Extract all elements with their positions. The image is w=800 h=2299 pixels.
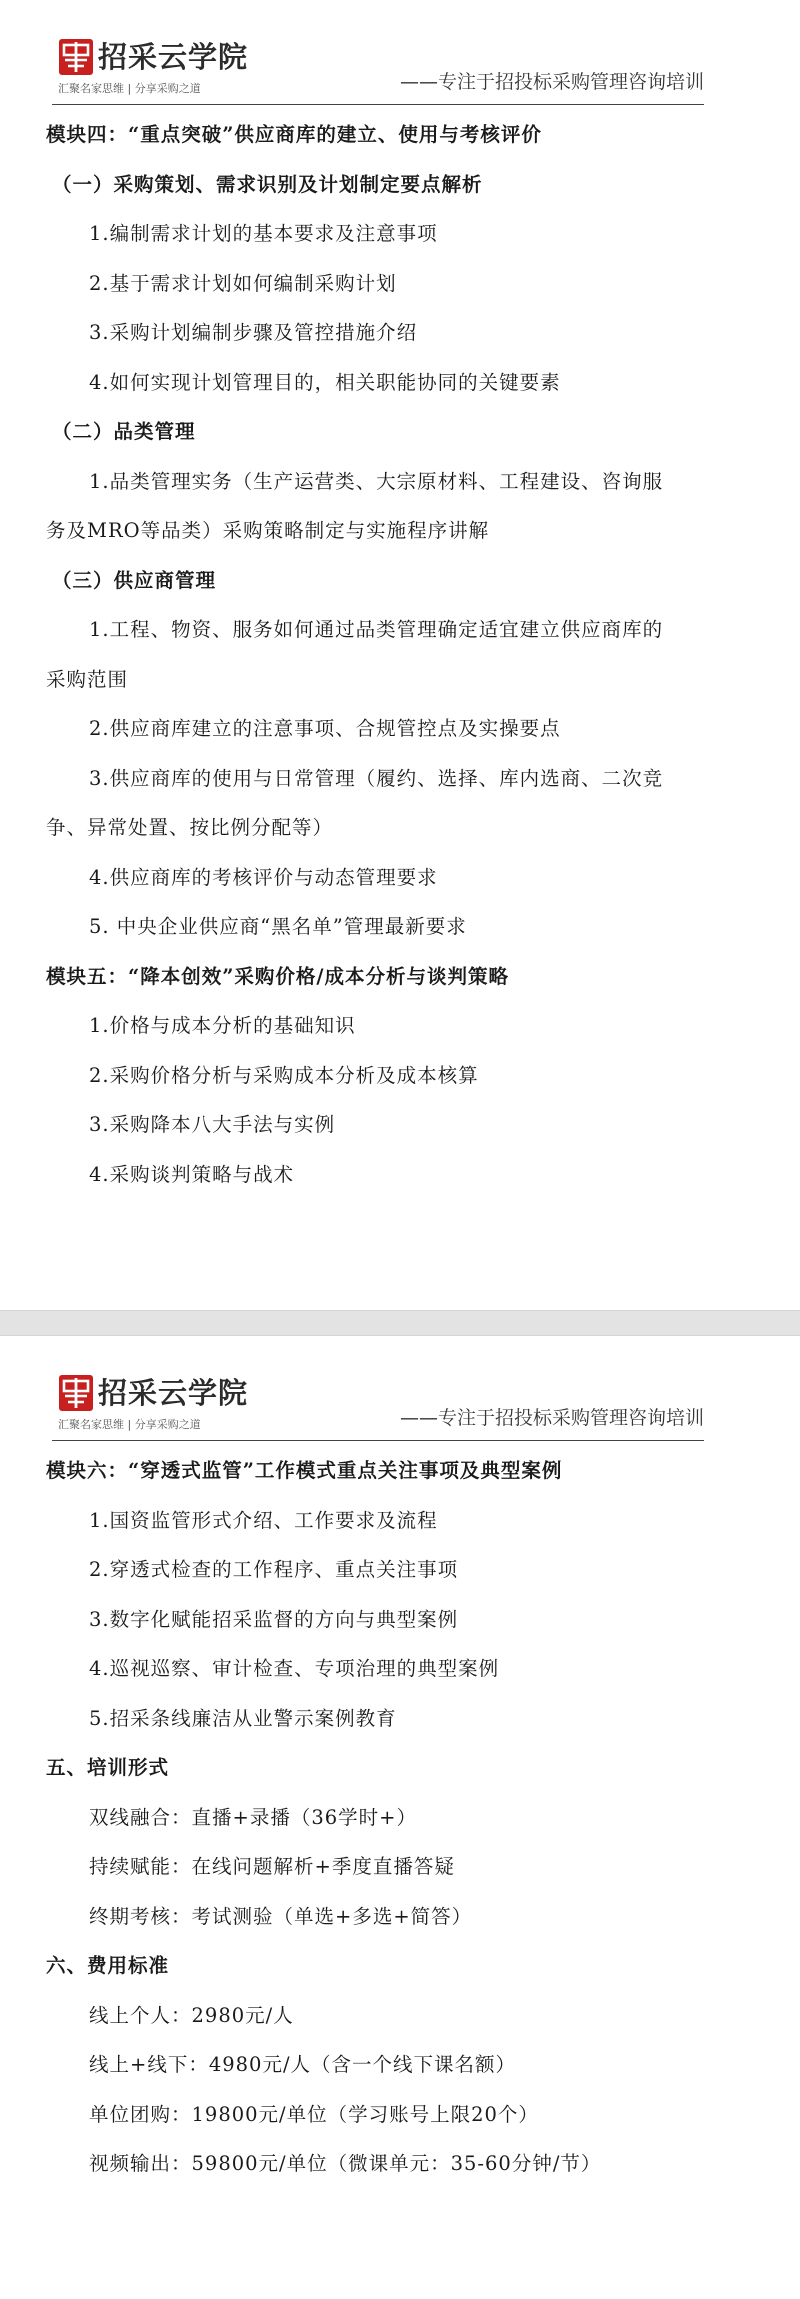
list-item: 双线融合：直播+录播（36学时+）: [89, 1805, 417, 1829]
module-4-title: 模块四：“重点突破”供应商库的建立、使用与考核评价: [46, 123, 542, 146]
list-item: 2.基于需求计划如何编制采购计划: [89, 271, 397, 295]
list-item-continuation: 争、异常处置、按比例分配等）: [46, 816, 334, 839]
module-5-title: 模块五：“降本创效”采购价格/成本分析与谈判策略: [46, 964, 510, 988]
list-item: 3.采购降本八大手法与实例: [89, 1113, 336, 1136]
list-item: 视频输出：59800元/单位（微课单元：35-60分钟/节）: [89, 2152, 602, 2175]
list-item: 5. 中央企业供应商“黑名单”管理最新要求: [89, 915, 467, 938]
list-item-continuation: 采购范围: [46, 667, 129, 691]
list-item: 3.采购计划编制步骤及管控措施介绍: [89, 321, 418, 344]
list-item: 4.供应商库的考核评价与动态管理要求: [89, 865, 438, 889]
brand-tagline: 汇聚名家思维 | 分享采购之道: [58, 1418, 201, 1431]
header-divider: [52, 104, 704, 105]
list-item: 单位团购：19800元/单位（学习账号上限20个）: [89, 2102, 539, 2126]
list-item: 1.工程、物资、服务如何通过品类管理确定适宜建立供应商库的: [89, 618, 664, 641]
list-item: 线上+线下：4980元/人（含一个线下课名额）: [89, 2053, 517, 2076]
page-2-content: [46, 1446, 710, 2189]
list-item: 5.招采条线廉洁从业警示案例教育: [89, 1706, 397, 1730]
list-item: 终期考核：考试测验（单选+多选+简答）: [89, 1904, 473, 1928]
document-page-2: [0, 1336, 800, 2299]
list-item: 1.编制需求计划的基本要求及注意事项: [89, 222, 438, 245]
section-2-title: （二）品类管理: [52, 420, 196, 443]
brand-tagline: 汇聚名家思维 | 分享采购之道: [58, 82, 201, 95]
page-header: [0, 0, 800, 110]
list-item: 4.巡视巡察、审计检查、专项治理的典型案例: [89, 1657, 500, 1680]
brand-name: 招采云学院: [98, 40, 249, 74]
list-item: 3.供应商库的使用与日常管理（履约、选择、库内选商、二次竞: [89, 766, 664, 790]
list-item: 线上个人：2980元/人: [89, 2003, 294, 2027]
list-item-continuation: 务及MRO等品类）采购策略制定与实施程序讲解: [46, 519, 490, 542]
list-item: 4.如何实现计划管理目的，相关职能协同的关键要素: [89, 370, 561, 394]
list-item: 4.采购谈判策略与战术: [89, 1162, 295, 1186]
list-item: 1.价格与成本分析的基础知识: [89, 1014, 356, 1037]
header-slogan: ——专注于招投标采购管理咨询培训: [399, 1407, 704, 1429]
list-item: 2.采购价格分析与采购成本分析及成本核算: [89, 1063, 479, 1087]
fee-standard-title: 六、费用标准: [46, 1954, 170, 1977]
header-slogan: ——专注于招投标采购管理咨询培训: [399, 71, 704, 93]
brand-name: 招采云学院: [98, 1376, 249, 1410]
list-item: 1.品类管理实务（生产运营类、大宗原材料、工程建设、咨询服: [89, 469, 664, 493]
page-separator: [0, 1310, 800, 1336]
list-item: 持续赋能：在线问题解析+季度直播答疑: [89, 1855, 455, 1878]
list-item: 1.国资监管形式介绍、工作要求及流程: [89, 1508, 438, 1532]
header-divider: [52, 1440, 704, 1441]
list-item: 3.数字化赋能招采监督的方向与典型案例: [89, 1607, 459, 1631]
training-format-title: 五、培训形式: [46, 1756, 170, 1779]
section-3-title: （三）供应商管理: [52, 568, 217, 592]
brand-seal-icon: [58, 38, 94, 76]
page-1-content: [46, 110, 710, 1199]
module-6-title: 模块六：“穿透式监管”工作模式重点关注事项及典型案例: [46, 1459, 563, 1482]
list-item: 2.供应商库建立的注意事项、合规管控点及实操要点: [89, 717, 561, 740]
page-header: [0, 1336, 800, 1446]
section-1-title: （一）采购策划、需求识别及计划制定要点解析: [52, 172, 483, 196]
list-item: 2.穿透式检查的工作程序、重点关注事项: [89, 1558, 459, 1581]
brand-seal-icon: [58, 1374, 94, 1412]
